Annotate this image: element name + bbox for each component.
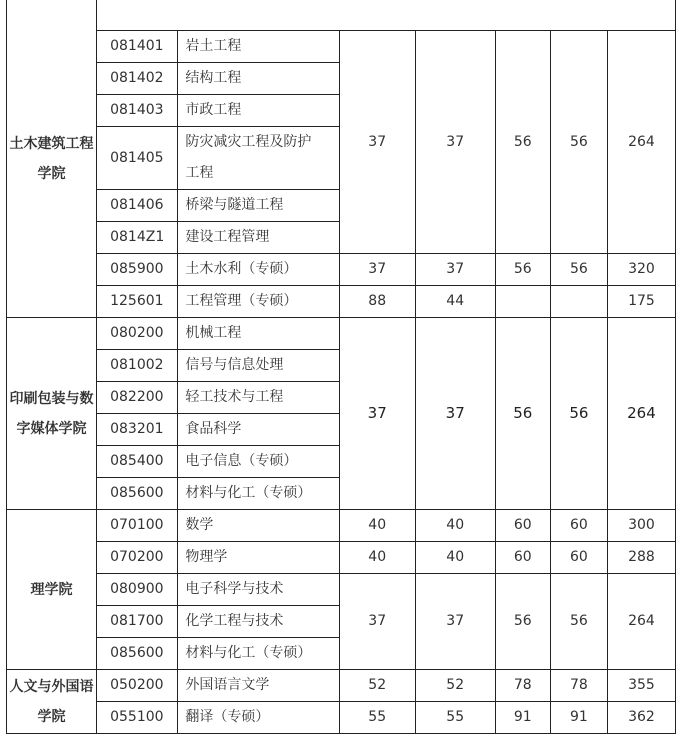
major-name: 信号与信息处理 [178, 350, 339, 382]
major-name: 防灾减灾工程及防护工程 [178, 127, 339, 190]
score-subject1: 78 [495, 670, 550, 702]
major-name: 翻译（专硕） [178, 702, 339, 734]
score-politics: 40 [339, 510, 415, 542]
score-politics: 37 [339, 254, 415, 286]
score-subject1: 56 [495, 574, 550, 670]
major-code: 081406 [97, 190, 178, 222]
major-code: 070200 [97, 542, 178, 574]
score-subject2: 56 [550, 31, 607, 254]
major-code: 081402 [97, 63, 178, 95]
score-foreign: 37 [415, 574, 495, 670]
major-code: 050200 [97, 670, 178, 702]
major-code: 081403 [97, 95, 178, 127]
major-code: 055100 [97, 702, 178, 734]
major-name: 轻工技术与工程 [178, 382, 339, 414]
major-name: 结构工程 [178, 63, 339, 95]
score-subject1: 60 [495, 510, 550, 542]
major-code: 081700 [97, 606, 178, 638]
score-subject2: 91 [550, 702, 607, 734]
college-cell: 印刷包装与数字媒体学院 [7, 318, 97, 510]
major-name: 物理学 [178, 542, 339, 574]
major-name: 食品科学 [178, 414, 339, 446]
major-code: 0814Z1 [97, 222, 178, 254]
score-foreign: 40 [415, 510, 495, 542]
score-foreign: 37 [415, 318, 495, 510]
score-foreign: 40 [415, 542, 495, 574]
major-code: 125601 [97, 286, 178, 318]
score-total: 300 [607, 510, 675, 542]
major-name: 电子科学与技术 [178, 574, 339, 606]
score-subject1 [495, 286, 550, 318]
score-subject2: 56 [550, 318, 607, 510]
college-cell: 土木建筑工程学院 [7, 0, 97, 318]
score-politics: 88 [339, 286, 415, 318]
score-foreign: 44 [415, 286, 495, 318]
table-top-stub [97, 0, 676, 31]
score-subject1: 60 [495, 542, 550, 574]
major-name: 化学工程与技术 [178, 606, 339, 638]
major-name: 数学 [178, 510, 339, 542]
major-code: 070100 [97, 510, 178, 542]
score-subject1: 56 [495, 254, 550, 286]
score-total: 362 [607, 702, 675, 734]
major-name: 建设工程管理 [178, 222, 339, 254]
score-subject1: 91 [495, 702, 550, 734]
score-subject2: 56 [550, 254, 607, 286]
score-subject1: 56 [495, 31, 550, 254]
major-name: 工程管理（专硕） [178, 286, 339, 318]
college-cell: 理学院 [7, 510, 97, 670]
score-line-table [6, 0, 676, 734]
score-subject2: 60 [550, 510, 607, 542]
major-name: 机械工程 [178, 318, 339, 350]
score-total: 320 [607, 254, 675, 286]
major-code: 085400 [97, 446, 178, 478]
score-subject1: 56 [495, 318, 550, 510]
major-code: 083201 [97, 414, 178, 446]
major-code: 082200 [97, 382, 178, 414]
major-name: 材料与化工（专硕） [178, 638, 339, 670]
score-politics: 37 [339, 318, 415, 510]
score-politics: 40 [339, 542, 415, 574]
score-subject2: 60 [550, 542, 607, 574]
score-foreign: 37 [415, 31, 495, 254]
major-code: 085900 [97, 254, 178, 286]
major-code: 080900 [97, 574, 178, 606]
score-total: 175 [607, 286, 675, 318]
score-total: 264 [607, 318, 675, 510]
score-politics: 55 [339, 702, 415, 734]
major-name: 市政工程 [178, 95, 339, 127]
major-code: 081002 [97, 350, 178, 382]
college-cell: 人文与外国语学院 [7, 670, 97, 734]
score-foreign: 37 [415, 254, 495, 286]
score-total: 355 [607, 670, 675, 702]
major-name: 岩土工程 [178, 31, 339, 63]
major-code: 081405 [97, 127, 178, 190]
major-name: 外国语言文学 [178, 670, 339, 702]
major-name: 土木水利（专硕） [178, 254, 339, 286]
score-politics: 52 [339, 670, 415, 702]
score-subject2 [550, 286, 607, 318]
score-politics: 37 [339, 574, 415, 670]
score-foreign: 55 [415, 702, 495, 734]
score-total: 264 [607, 31, 675, 254]
score-subject2: 78 [550, 670, 607, 702]
major-name: 材料与化工（专硕） [178, 478, 339, 510]
major-name: 电子信息（专硕） [178, 446, 339, 478]
major-name: 桥梁与隧道工程 [178, 190, 339, 222]
score-subject2: 56 [550, 574, 607, 670]
major-code: 081401 [97, 31, 178, 63]
score-politics: 37 [339, 31, 415, 254]
major-code: 085600 [97, 478, 178, 510]
score-total: 288 [607, 542, 675, 574]
major-code: 080200 [97, 318, 178, 350]
major-code: 085600 [97, 638, 178, 670]
score-total: 264 [607, 574, 675, 670]
score-foreign: 52 [415, 670, 495, 702]
